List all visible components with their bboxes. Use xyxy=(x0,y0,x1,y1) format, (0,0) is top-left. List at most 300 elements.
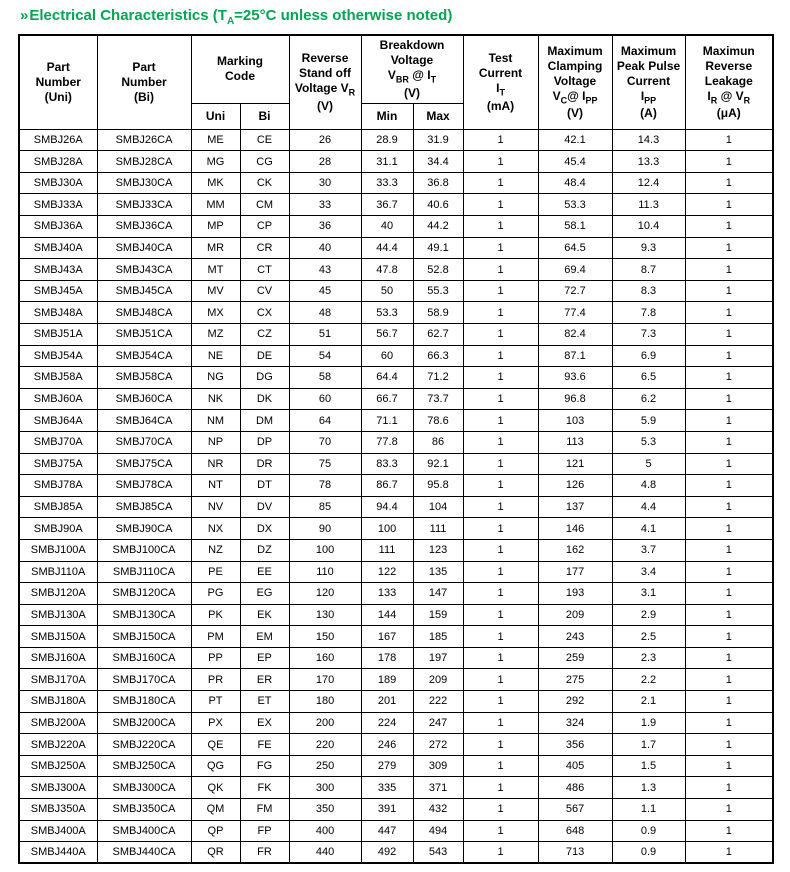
cell-vbr-min: 60 xyxy=(361,345,413,367)
cell-part-uni: SMBJ43A xyxy=(19,259,97,281)
cell-ipp: 13.3 xyxy=(612,151,685,173)
cell-mark-bi: DM xyxy=(240,410,289,432)
cell-vbr-min: 447 xyxy=(361,820,413,842)
table-row xyxy=(19,172,773,194)
cell-part-bi: SMBJ85CA xyxy=(97,496,191,518)
cell-part-bi: SMBJ90CA xyxy=(97,518,191,540)
cell-vbr-min: 33.3 xyxy=(361,172,413,194)
cell-it: 1 xyxy=(463,734,538,756)
cell-vr: 78 xyxy=(289,475,361,497)
cell-vc: 193 xyxy=(538,583,612,605)
cell-mark-uni: NE xyxy=(191,345,240,367)
cell-ir: 1 xyxy=(685,820,773,842)
table-row xyxy=(19,539,773,561)
cell-vbr-min: 178 xyxy=(361,647,413,669)
cell-part-uni: SMBJ40A xyxy=(19,237,97,259)
cell-vr: 30 xyxy=(289,172,361,194)
col-header-reverse-standoff-voltage: Reverse Stand off Voltage $V_R$ (V) xyxy=(289,35,361,129)
cell-part-uni: SMBJ200A xyxy=(19,712,97,734)
cell-vr: 40 xyxy=(289,237,361,259)
cell-part-uni: SMBJ90A xyxy=(19,518,97,540)
cell-ipp: 9.3 xyxy=(612,237,685,259)
cell-ir: 1 xyxy=(685,561,773,583)
cell-part-bi: SMBJ36CA xyxy=(97,216,191,238)
cell-vc: 126 xyxy=(538,475,612,497)
cell-part-bi: SMBJ58CA xyxy=(97,367,191,389)
cell-mark-uni: MG xyxy=(191,151,240,173)
table-row xyxy=(19,151,773,173)
cell-vc: 82.4 xyxy=(538,323,612,345)
cell-mark-uni: ME xyxy=(191,129,240,151)
cell-vbr-max: 44.2 xyxy=(413,216,463,238)
cell-mark-uni: PP xyxy=(191,647,240,669)
cell-vc: 69.4 xyxy=(538,259,612,281)
cell-part-bi: SMBJ54CA xyxy=(97,345,191,367)
cell-mark-uni: MR xyxy=(191,237,240,259)
cell-vr: 33 xyxy=(289,194,361,216)
cell-mark-uni: PM xyxy=(191,626,240,648)
cell-vr: 130 xyxy=(289,604,361,626)
cell-ir: 1 xyxy=(685,496,773,518)
cell-vc: 243 xyxy=(538,626,612,648)
cell-vbr-min: 100 xyxy=(361,518,413,540)
table-row xyxy=(19,129,773,151)
cell-mark-uni: PG xyxy=(191,583,240,605)
cell-mark-bi: EP xyxy=(240,647,289,669)
cell-part-bi: SMBJ43CA xyxy=(97,259,191,281)
cell-part-bi: SMBJ100CA xyxy=(97,539,191,561)
table-row xyxy=(19,259,773,281)
cell-mark-uni: PX xyxy=(191,712,240,734)
cell-mark-uni: NV xyxy=(191,496,240,518)
cell-mark-uni: QG xyxy=(191,755,240,777)
cell-part-uni: SMBJ78A xyxy=(19,475,97,497)
cell-vbr-min: 167 xyxy=(361,626,413,648)
cell-vc: 45.4 xyxy=(538,151,612,173)
cell-ir: 1 xyxy=(685,259,773,281)
cell-vc: 113 xyxy=(538,431,612,453)
cell-part-uni: SMBJ48A xyxy=(19,302,97,324)
table-row xyxy=(19,194,773,216)
cell-ipp: 11.3 xyxy=(612,194,685,216)
cell-vr: 85 xyxy=(289,496,361,518)
cell-vr: 54 xyxy=(289,345,361,367)
cell-ir: 1 xyxy=(685,280,773,302)
cell-vc: 162 xyxy=(538,539,612,561)
cell-mark-bi: FG xyxy=(240,755,289,777)
cell-vr: 440 xyxy=(289,842,361,864)
cell-mark-bi: EM xyxy=(240,626,289,648)
cell-vbr-max: 52.8 xyxy=(413,259,463,281)
cell-part-uni: SMBJ45A xyxy=(19,280,97,302)
cell-ir: 1 xyxy=(685,647,773,669)
cell-ir: 1 xyxy=(685,216,773,238)
cell-it: 1 xyxy=(463,691,538,713)
table-row xyxy=(19,842,773,864)
cell-part-uni: SMBJ26A xyxy=(19,129,97,151)
cell-vr: 110 xyxy=(289,561,361,583)
cell-vbr-min: 64.4 xyxy=(361,367,413,389)
col-header-test-current: Test Current $I_T$ (mA) xyxy=(463,35,538,129)
cell-vr: 70 xyxy=(289,431,361,453)
cell-part-uni: SMBJ440A xyxy=(19,842,97,864)
cell-mark-uni: MP xyxy=(191,216,240,238)
cell-vbr-min: 83.3 xyxy=(361,453,413,475)
table-row xyxy=(19,604,773,626)
col-header-breakdown-voltage: Breakdown Voltage $V_{BR}$ @ $I_T$ (V) xyxy=(361,35,463,103)
table-body xyxy=(19,129,773,863)
cell-it: 1 xyxy=(463,518,538,540)
cell-ir: 1 xyxy=(685,691,773,713)
cell-vbr-max: 494 xyxy=(413,820,463,842)
table-row xyxy=(19,734,773,756)
cell-part-uni: SMBJ170A xyxy=(19,669,97,691)
cell-vbr-min: 122 xyxy=(361,561,413,583)
cell-part-bi: SMBJ70CA xyxy=(97,431,191,453)
cell-vc: 137 xyxy=(538,496,612,518)
cell-part-uni: SMBJ30A xyxy=(19,172,97,194)
cell-mark-bi: CG xyxy=(240,151,289,173)
cell-it: 1 xyxy=(463,604,538,626)
cell-it: 1 xyxy=(463,777,538,799)
cell-it: 1 xyxy=(463,842,538,864)
section-title-rest: =25°C unless otherwise noted) xyxy=(234,7,453,24)
cell-vbr-max: 111 xyxy=(413,518,463,540)
cell-it: 1 xyxy=(463,194,538,216)
cell-ipp: 8.3 xyxy=(612,280,685,302)
cell-ir: 1 xyxy=(685,626,773,648)
cell-ipp: 14.3 xyxy=(612,129,685,151)
electrical-characteristics-table xyxy=(18,34,774,864)
cell-ipp: 1.3 xyxy=(612,777,685,799)
cell-vbr-min: 144 xyxy=(361,604,413,626)
cell-ir: 1 xyxy=(685,410,773,432)
cell-mark-uni: NM xyxy=(191,410,240,432)
cell-it: 1 xyxy=(463,820,538,842)
cell-mark-bi: ER xyxy=(240,669,289,691)
cell-vbr-max: 49.1 xyxy=(413,237,463,259)
cell-vbr-min: 246 xyxy=(361,734,413,756)
cell-part-bi: SMBJ110CA xyxy=(97,561,191,583)
cell-ir: 1 xyxy=(685,237,773,259)
cell-ipp: 2.5 xyxy=(612,626,685,648)
cell-it: 1 xyxy=(463,302,538,324)
cell-ipp: 2.3 xyxy=(612,647,685,669)
cell-vbr-max: 66.3 xyxy=(413,345,463,367)
cell-part-uni: SMBJ51A xyxy=(19,323,97,345)
cell-part-uni: SMBJ220A xyxy=(19,734,97,756)
cell-it: 1 xyxy=(463,712,538,734)
cell-part-bi: SMBJ33CA xyxy=(97,194,191,216)
cell-vbr-min: 36.7 xyxy=(361,194,413,216)
cell-vr: 48 xyxy=(289,302,361,324)
cell-ipp: 2.1 xyxy=(612,691,685,713)
section-title xyxy=(20,7,772,27)
cell-it: 1 xyxy=(463,799,538,821)
cell-vbr-max: 73.7 xyxy=(413,388,463,410)
cell-vbr-min: 71.1 xyxy=(361,410,413,432)
cell-it: 1 xyxy=(463,647,538,669)
cell-part-uni: SMBJ58A xyxy=(19,367,97,389)
cell-vr: 75 xyxy=(289,453,361,475)
cell-vbr-min: 391 xyxy=(361,799,413,821)
cell-mark-uni: PK xyxy=(191,604,240,626)
cell-part-bi: SMBJ150CA xyxy=(97,626,191,648)
cell-vbr-max: 62.7 xyxy=(413,323,463,345)
cell-ir: 1 xyxy=(685,129,773,151)
cell-mark-bi: DV xyxy=(240,496,289,518)
cell-it: 1 xyxy=(463,496,538,518)
cell-part-bi: SMBJ48CA xyxy=(97,302,191,324)
cell-vr: 60 xyxy=(289,388,361,410)
cell-ir: 1 xyxy=(685,842,773,864)
col-header-max-peak-pulse-current: Maximum Peak Pulse Current $I_{PP}$ (A) xyxy=(612,35,685,129)
cell-ir: 1 xyxy=(685,475,773,497)
table-row xyxy=(19,518,773,540)
cell-part-bi: SMBJ200CA xyxy=(97,712,191,734)
table-row xyxy=(19,410,773,432)
cell-mark-uni: MM xyxy=(191,194,240,216)
cell-part-bi: SMBJ40CA xyxy=(97,237,191,259)
cell-mark-bi: EK xyxy=(240,604,289,626)
cell-vbr-max: 159 xyxy=(413,604,463,626)
table-row xyxy=(19,475,773,497)
table-row xyxy=(19,799,773,821)
cell-ir: 1 xyxy=(685,151,773,173)
cell-ir: 1 xyxy=(685,539,773,561)
cell-vr: 100 xyxy=(289,539,361,561)
cell-vc: 48.4 xyxy=(538,172,612,194)
cell-mark-bi: DX xyxy=(240,518,289,540)
cell-vc: 64.5 xyxy=(538,237,612,259)
cell-ir: 1 xyxy=(685,755,773,777)
cell-ir: 1 xyxy=(685,172,773,194)
cell-vbr-max: 135 xyxy=(413,561,463,583)
cell-part-uni: SMBJ33A xyxy=(19,194,97,216)
cell-mark-uni: QK xyxy=(191,777,240,799)
cell-ipp: 0.9 xyxy=(612,842,685,864)
cell-mark-uni: QM xyxy=(191,799,240,821)
cell-ipp: 4.8 xyxy=(612,475,685,497)
cell-part-uni: SMBJ70A xyxy=(19,431,97,453)
cell-part-uni: SMBJ130A xyxy=(19,604,97,626)
cell-ir: 1 xyxy=(685,323,773,345)
cell-vbr-min: 56.7 xyxy=(361,323,413,345)
cell-vbr-max: 543 xyxy=(413,842,463,864)
cell-vbr-min: 53.3 xyxy=(361,302,413,324)
cell-vr: 28 xyxy=(289,151,361,173)
cell-vbr-min: 189 xyxy=(361,669,413,691)
cell-vbr-max: 309 xyxy=(413,755,463,777)
table-row xyxy=(19,755,773,777)
cell-vbr-max: 197 xyxy=(413,647,463,669)
table-row xyxy=(19,561,773,583)
cell-vr: 51 xyxy=(289,323,361,345)
cell-ir: 1 xyxy=(685,302,773,324)
cell-vbr-max: 104 xyxy=(413,496,463,518)
col-subheader-marking-bi: Bi xyxy=(240,103,289,129)
cell-mark-bi: CV xyxy=(240,280,289,302)
cell-ipp: 1.7 xyxy=(612,734,685,756)
cell-mark-bi: CZ xyxy=(240,323,289,345)
cell-part-uni: SMBJ85A xyxy=(19,496,97,518)
cell-vbr-min: 44.4 xyxy=(361,237,413,259)
cell-ipp: 6.2 xyxy=(612,388,685,410)
cell-vbr-max: 78.6 xyxy=(413,410,463,432)
cell-part-bi: SMBJ26CA xyxy=(97,129,191,151)
cell-ipp: 10.4 xyxy=(612,216,685,238)
cell-mark-uni: NZ xyxy=(191,539,240,561)
cell-part-bi: SMBJ170CA xyxy=(97,669,191,691)
cell-part-uni: SMBJ54A xyxy=(19,345,97,367)
cell-mark-uni: PE xyxy=(191,561,240,583)
cell-vr: 200 xyxy=(289,712,361,734)
cell-vc: 713 xyxy=(538,842,612,864)
cell-mark-bi: EG xyxy=(240,583,289,605)
col-header-marking-code: Marking Code xyxy=(191,35,289,103)
col-header-max-reverse-leakage: Maximun Reverse Leakage $I_R$ @ $V_R$ (μA) xyxy=(685,35,773,129)
table-row xyxy=(19,237,773,259)
cell-vr: 45 xyxy=(289,280,361,302)
cell-vc: 356 xyxy=(538,734,612,756)
cell-vr: 160 xyxy=(289,647,361,669)
cell-part-uni: SMBJ160A xyxy=(19,647,97,669)
cell-part-bi: SMBJ75CA xyxy=(97,453,191,475)
cell-vc: 275 xyxy=(538,669,612,691)
cell-vc: 53.3 xyxy=(538,194,612,216)
cell-vr: 220 xyxy=(289,734,361,756)
cell-mark-uni: NK xyxy=(191,388,240,410)
cell-vc: 77.4 xyxy=(538,302,612,324)
cell-it: 1 xyxy=(463,345,538,367)
cell-vbr-max: 432 xyxy=(413,799,463,821)
cell-vbr-max: 185 xyxy=(413,626,463,648)
cell-vc: 567 xyxy=(538,799,612,821)
cell-ipp: 6.9 xyxy=(612,345,685,367)
cell-vc: 209 xyxy=(538,604,612,626)
cell-vbr-min: 111 xyxy=(361,539,413,561)
cell-mark-bi: DP xyxy=(240,431,289,453)
col-subheader-breakdown-max: Max xyxy=(413,103,463,129)
cell-vc: 87.1 xyxy=(538,345,612,367)
cell-ipp: 7.8 xyxy=(612,302,685,324)
cell-part-bi: SMBJ28CA xyxy=(97,151,191,173)
cell-vc: 146 xyxy=(538,518,612,540)
cell-vr: 300 xyxy=(289,777,361,799)
cell-vr: 120 xyxy=(289,583,361,605)
cell-vbr-min: 224 xyxy=(361,712,413,734)
cell-mark-uni: PR xyxy=(191,669,240,691)
table-row xyxy=(19,345,773,367)
cell-vr: 250 xyxy=(289,755,361,777)
cell-part-bi: SMBJ160CA xyxy=(97,647,191,669)
cell-part-uni: SMBJ180A xyxy=(19,691,97,713)
cell-part-uni: SMBJ110A xyxy=(19,561,97,583)
table-row xyxy=(19,820,773,842)
table-row xyxy=(19,431,773,453)
section-bullet-icon: » xyxy=(20,7,29,24)
cell-vbr-max: 123 xyxy=(413,539,463,561)
cell-mark-bi: CX xyxy=(240,302,289,324)
cell-part-uni: SMBJ64A xyxy=(19,410,97,432)
section-title-sub: A xyxy=(226,16,235,27)
cell-part-uni: SMBJ400A xyxy=(19,820,97,842)
cell-mark-bi: DT xyxy=(240,475,289,497)
cell-vbr-min: 66.7 xyxy=(361,388,413,410)
cell-part-uni: SMBJ300A xyxy=(19,777,97,799)
cell-part-bi: SMBJ30CA xyxy=(97,172,191,194)
cell-mark-bi: CE xyxy=(240,129,289,151)
cell-part-bi: SMBJ220CA xyxy=(97,734,191,756)
table-row xyxy=(19,626,773,648)
cell-ir: 1 xyxy=(685,799,773,821)
cell-it: 1 xyxy=(463,237,538,259)
cell-it: 1 xyxy=(463,280,538,302)
cell-ipp: 1.9 xyxy=(612,712,685,734)
table-row xyxy=(19,453,773,475)
col-header-max-clamping-voltage: Maximum Clamping Voltage $V_C@$ $I_{PP}$ (V) xyxy=(538,35,612,129)
cell-vr: 180 xyxy=(289,691,361,713)
cell-vbr-max: 272 xyxy=(413,734,463,756)
cell-mark-uni: QP xyxy=(191,820,240,842)
cell-vbr-min: 40 xyxy=(361,216,413,238)
cell-part-uni: SMBJ150A xyxy=(19,626,97,648)
cell-vbr-max: 147 xyxy=(413,583,463,605)
cell-part-uni: SMBJ250A xyxy=(19,755,97,777)
cell-vbr-min: 133 xyxy=(361,583,413,605)
cell-ipp: 6.5 xyxy=(612,367,685,389)
table-row xyxy=(19,388,773,410)
cell-part-uni: SMBJ36A xyxy=(19,216,97,238)
cell-it: 1 xyxy=(463,539,538,561)
cell-part-bi: SMBJ60CA xyxy=(97,388,191,410)
cell-mark-bi: ET xyxy=(240,691,289,713)
cell-part-bi: SMBJ45CA xyxy=(97,280,191,302)
cell-mark-bi: FP xyxy=(240,820,289,842)
cell-vbr-min: 279 xyxy=(361,755,413,777)
cell-ipp: 3.7 xyxy=(612,539,685,561)
cell-ipp: 0.9 xyxy=(612,820,685,842)
cell-part-uni: SMBJ75A xyxy=(19,453,97,475)
cell-vbr-max: 371 xyxy=(413,777,463,799)
cell-part-uni: SMBJ120A xyxy=(19,583,97,605)
cell-ir: 1 xyxy=(685,518,773,540)
cell-it: 1 xyxy=(463,216,538,238)
cell-ir: 1 xyxy=(685,583,773,605)
cell-mark-uni: NP xyxy=(191,431,240,453)
cell-vr: 26 xyxy=(289,129,361,151)
cell-ir: 1 xyxy=(685,367,773,389)
cell-part-uni: SMBJ60A xyxy=(19,388,97,410)
cell-ir: 1 xyxy=(685,431,773,453)
cell-mark-bi: FE xyxy=(240,734,289,756)
cell-mark-bi: FR xyxy=(240,842,289,864)
cell-vbr-max: 36.8 xyxy=(413,172,463,194)
cell-vc: 324 xyxy=(538,712,612,734)
cell-mark-uni: QR xyxy=(191,842,240,864)
cell-ipp: 4.4 xyxy=(612,496,685,518)
cell-vbr-max: 71.2 xyxy=(413,367,463,389)
cell-ir: 1 xyxy=(685,669,773,691)
cell-part-bi: SMBJ300CA xyxy=(97,777,191,799)
cell-mark-uni: MX xyxy=(191,302,240,324)
cell-mark-uni: NX xyxy=(191,518,240,540)
cell-mark-uni: MK xyxy=(191,172,240,194)
cell-ipp: 2.9 xyxy=(612,604,685,626)
table-row xyxy=(19,712,773,734)
cell-it: 1 xyxy=(463,129,538,151)
cell-mark-bi: DZ xyxy=(240,539,289,561)
